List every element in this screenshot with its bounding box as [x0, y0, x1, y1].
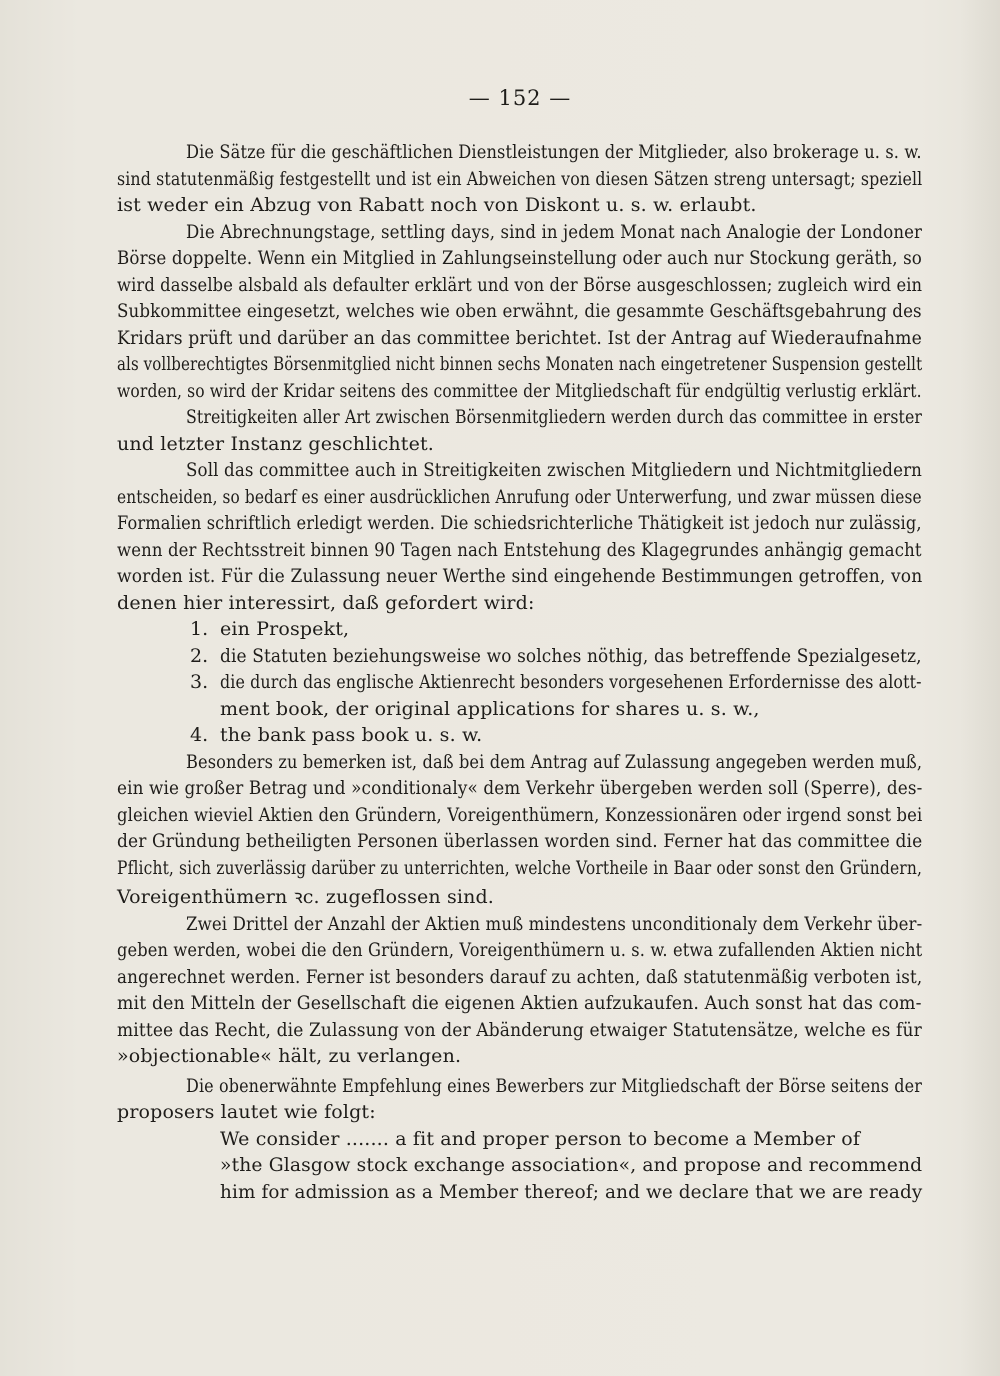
text-line: Subkommittee eingesetzt, welches wie oben erwähnt, die gesammte Geschäftsgebahrung des [117, 300, 922, 322]
text-line: ist weder ein Abzug von Rabatt noch von Diskont u. s. w. erlaubt. [117, 194, 757, 216]
text-line: mittee das Recht, die Zulassung von der Abänderung etwaiger Statutensätze, welche es für [117, 1019, 922, 1041]
list-number: 4. [190, 724, 209, 746]
page-number: — 152 — [468, 86, 572, 110]
text-line: Soll das committee auch in Streitigkeiten zwischen Mitgliedern und Nichtmitgliedern [186, 459, 923, 481]
text-line: Zwei Drittel der Anzahl der Aktien muß mindestens unconditionaly dem Verkehr über- [186, 913, 923, 935]
text-line: Die Abrechnungstage, settling days, sind in jedem Monat nach Analogie der Londoner [186, 221, 923, 243]
text-line: Die Sätze für die geschäftlichen Dienstleistungen der Mitglieder, also brokerage u. s. w. [186, 141, 922, 163]
list-number: 2. [190, 645, 209, 667]
text-line: geben werden, wobei die den Gründern, Voreigenthümern u. s. w. etwa zufallenden Aktien nicht [117, 939, 923, 961]
text-line: wird dasselbe alsbald als defaulter erklärt und von der Börse ausgeschlossen; zugleich wird ein [117, 274, 923, 296]
list-number: 3. [190, 671, 209, 693]
list-item: ein Prospekt, [220, 618, 350, 640]
text-line: denen hier interessirt, daß gefordert wird: [117, 592, 535, 614]
text-line: als vollberechtigtes Börsenmitglied nicht binnen sechs Monaten nach eingetretener Suspension gestellt [117, 353, 923, 375]
text-line: und letzter Instanz geschlichtet. [117, 433, 434, 455]
page-edge-shadow [960, 0, 1000, 1376]
list-item: die Statuten beziehungsweise wo solches nöthig, das betreffende Spezialgesetz, [220, 645, 922, 667]
text-line: Börse doppelte. Wenn ein Mitglied in Zahlungseinstellung oder auch nur Stockung geräth, so [117, 247, 922, 269]
list-item: the bank pass book u. s. w. [220, 724, 483, 746]
text-line: Voreigenthümern ꝛc. zugeflossen sind. [117, 886, 494, 908]
text-line: worden ist. Für die Zulassung neuer Werthe sind eingehende Bestimmungen getroffen, von [117, 565, 923, 587]
text-line: angerechnet werden. Ferner ist besonders darauf zu achten, daß statutenmäßig verboten ist, [117, 966, 923, 988]
text-line: der Gründung betheiligten Personen überlassen worden sind. Ferner hat das committee die [117, 830, 923, 852]
quote-line: him for admission as a Member thereof; and we declare that we are ready [220, 1181, 923, 1203]
text-line: Formalien schriftlich erledigt werden. Die schiedsrichterliche Thätigkeit ist jedoch nur zulässig, [117, 512, 922, 534]
text-line: »objectionable« hält, zu verlangen. [117, 1045, 462, 1067]
text-line: Kridars prüft und darüber an das committee berichtet. Ist der Antrag auf Wiederaufnahme [117, 327, 922, 349]
text-line: Pflicht, sich zuverlässig darüber zu unterrichten, welche Vortheile in Baar oder sonst den Gründern, [117, 857, 923, 879]
text-line: wenn der Rechtsstreit binnen 90 Tagen nach Entstehung des Klagegrundes anhängig gemacht [117, 539, 922, 561]
text-line: Besonders zu bemerken ist, daß bei dem Antrag auf Zulassung angegeben werden muß, [186, 751, 923, 773]
text-line: Die obenerwähnte Empfehlung eines Bewerbers zur Mitgliedschaft der Börse seitens der [186, 1075, 922, 1097]
list-item: die durch das englische Aktienrecht besonders vorgesehenen Erfordernisse des alott- [220, 671, 922, 693]
quote-line: »the Glasgow stock exchange association«, and propose and recommend [220, 1154, 923, 1176]
text-line: worden, so wird der Kridar seitens des committee der Mitgliedschaft für endgültig verlustig erklärt. [117, 380, 922, 402]
text-line: sind statutenmäßig festgestellt und ist ein Abweichen von diesen Sätzen streng untersagt; speziell [117, 168, 923, 190]
text-line: Streitigkeiten aller Art zwischen Börsenmitgliedern werden durch das committee in erster [186, 406, 923, 428]
text-line: ein wie großer Betrag und »conditionaly« dem Verkehr übergeben werden soll (Sperre), des- [117, 777, 923, 799]
quote-line: We consider ....... a fit and proper person to become a Member of [220, 1128, 861, 1150]
list-item-continuation: ment book, der original applications for shares u. s. w., [220, 698, 760, 720]
text-line: gleichen wieviel Aktien den Gründern, Voreigenthümern, Konzessionären oder irgend sonst bei [117, 804, 923, 826]
text-line: proposers lautet wie folgt: [117, 1101, 376, 1123]
list-number: 1. [190, 618, 209, 640]
text-line: entscheiden, so bedarf es einer ausdrücklichen Anrufung oder Unterwerfung, und zwar müssen diese [117, 486, 922, 508]
text-line: mit den Mitteln der Gesellschaft die eigenen Aktien aufzukaufen. Auch sonst hat das com- [117, 992, 922, 1014]
